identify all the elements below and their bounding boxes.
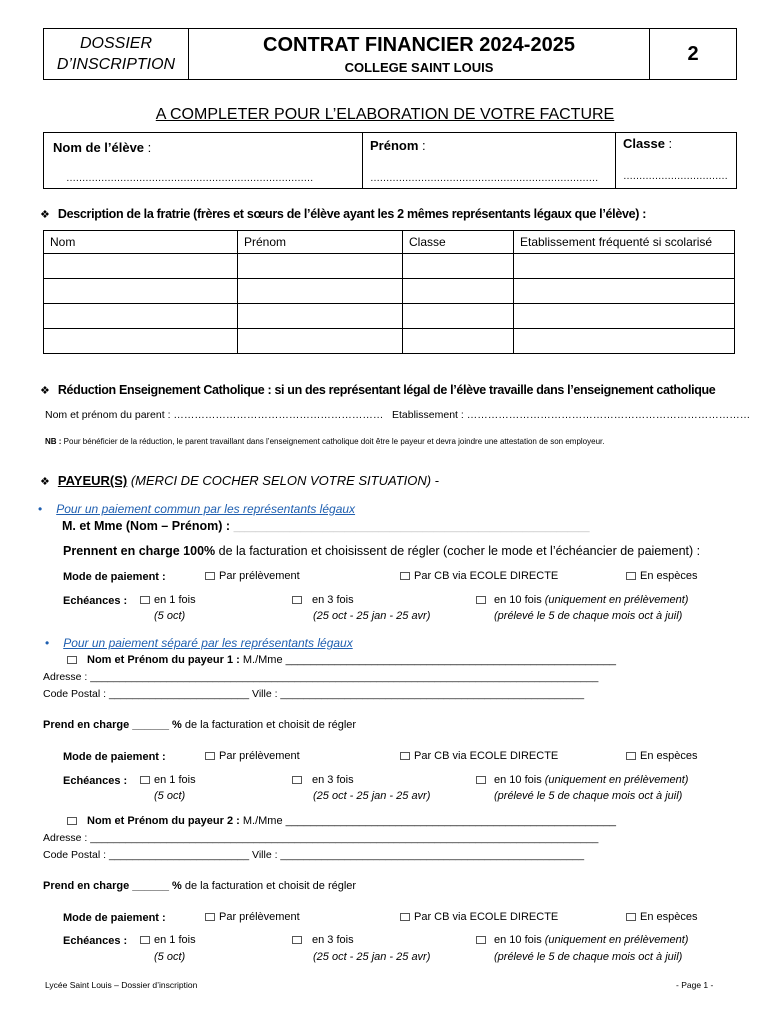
table-cell[interactable] xyxy=(44,304,238,329)
checkbox-icon[interactable] xyxy=(400,572,410,580)
prenom-input[interactable]: ……………………………………………………………… xyxy=(370,173,598,184)
option-note: (uniquement en prélèvement) xyxy=(544,594,689,606)
echeances-label: Echéances : xyxy=(63,775,128,787)
payeur-title: PAYEUR(S) xyxy=(57,473,128,488)
classe-cell xyxy=(615,133,736,188)
table-cell[interactable] xyxy=(514,329,735,354)
reduction-parent-field[interactable]: Nom et prénom du parent : …………………………………………………… xyxy=(45,409,384,421)
header-box xyxy=(43,28,737,80)
checkbox-icon[interactable] xyxy=(292,936,302,944)
checkbox-icon[interactable] xyxy=(626,752,636,760)
prend-text: de la facturation et choisit de régler xyxy=(181,719,357,731)
ech-3fois-sub: (25 oct - 25 jan - 25 avr) xyxy=(313,790,431,802)
option-label: En espèces xyxy=(640,911,698,923)
nb-text: Pour bénéficier de la réduction, le parent travaillant dans l’enseignement catholique doit être le payeur et devra joindre une attestation de son employeur. xyxy=(61,437,605,446)
option-label: En espèces xyxy=(640,750,698,762)
checkbox-icon[interactable] xyxy=(476,776,486,784)
checkbox-icon[interactable] xyxy=(205,913,215,921)
nom-label: Nom de l’élève xyxy=(53,140,145,155)
prenom-label: Prénom xyxy=(370,138,419,153)
header-left-cell xyxy=(44,29,189,79)
checkbox-icon[interactable] xyxy=(140,936,150,944)
ech-3fois-sub: (25 oct - 25 jan - 25 avr) xyxy=(313,951,431,963)
nom-cell xyxy=(44,133,363,188)
table-cell[interactable] xyxy=(44,279,238,304)
mode-cb-option[interactable] xyxy=(400,570,558,582)
nom-colon: : xyxy=(144,140,152,155)
section-title: A COMPLETER POUR L’ELABORATION DE VOTRE FACTURE xyxy=(155,106,615,123)
ech-1fois-sub: (5 oct) xyxy=(154,790,186,802)
checkbox-icon[interactable] xyxy=(626,913,636,921)
payeur2-adresse-input[interactable]: Adresse : _______________________________________________________________________________________ xyxy=(43,832,599,844)
checkbox-icon[interactable] xyxy=(400,913,410,921)
prennent-bold: Prennent en charge 100% xyxy=(63,544,216,558)
prenom-cell xyxy=(362,133,616,188)
payeur2-cp-ville-input[interactable]: Code Postal : ________________________ Ville : ____________________________________________________ xyxy=(43,849,585,861)
ech-10fois-sub: (prélevé le 5 de chaque mois oct à juil) xyxy=(494,790,683,802)
nb-label: NB : xyxy=(45,437,62,446)
dossier-label: DOSSIER xyxy=(79,35,152,52)
contract-title: CONTRAT FINANCIER 2024-2025 xyxy=(263,34,575,56)
checkbox-icon[interactable] xyxy=(476,936,486,944)
footer-left: Lycée Saint Louis – Dossier d’inscription xyxy=(45,980,198,990)
prend-text: de la facturation et choisit de régler xyxy=(181,880,357,892)
table-cell[interactable] xyxy=(514,279,735,304)
college-name: COLLEGE SAINT LOUIS xyxy=(344,60,494,75)
table-row xyxy=(44,329,735,354)
table-cell[interactable] xyxy=(238,304,403,329)
option-label: Par prélèvement xyxy=(219,570,300,582)
separe-link: Pour un paiement séparé par les représentants légaux xyxy=(63,636,353,650)
col-etablissement: Etablissement fréquenté si scolarisé xyxy=(514,231,735,254)
checkbox-icon[interactable] xyxy=(400,752,410,760)
payeur1-prend-row xyxy=(43,719,356,731)
commun-link: Pour un paiement commun par les représentants légaux xyxy=(56,502,356,516)
mode-cb-option[interactable] xyxy=(400,750,558,762)
mode-label: Mode de paiement : xyxy=(63,912,166,924)
fratrie-table xyxy=(43,230,735,354)
option-note: (uniquement en prélèvement) xyxy=(544,774,689,786)
option-label: Par prélèvement xyxy=(219,750,300,762)
payeur2-name-input[interactable]: M./Mme ______________________________________________________ xyxy=(239,815,616,827)
option-label: en 1 fois xyxy=(154,594,196,606)
option-label: Par CB via ECOLE DIRECTE xyxy=(414,911,559,923)
reduction-heading: Réduction Enseignement Catholique : si un des représentant légal de l’élève travaille dans l’enseignement catholique xyxy=(57,383,716,397)
inscription-label: D’INSCRIPTION xyxy=(56,56,176,73)
prend-label[interactable]: Prend en charge ______ % xyxy=(43,719,182,731)
payeur1-label: Nom et Prénom du payeur 1 : xyxy=(87,654,240,666)
separe-heading-row xyxy=(45,636,353,650)
checkbox-icon[interactable] xyxy=(476,596,486,604)
checkbox-icon[interactable] xyxy=(67,817,77,825)
mode-label: Mode de paiement : xyxy=(63,571,166,583)
checkbox-icon[interactable] xyxy=(626,572,636,580)
checkbox-icon[interactable] xyxy=(140,776,150,784)
table-cell[interactable] xyxy=(514,254,735,279)
diamond-bullet-icon: ❖ xyxy=(40,385,50,397)
classe-label: Classe xyxy=(623,136,665,151)
prennent-row xyxy=(63,544,700,558)
table-cell[interactable] xyxy=(403,304,514,329)
prend-label[interactable]: Prend en charge ______ % xyxy=(43,880,182,892)
checkbox-icon[interactable] xyxy=(67,656,77,664)
mode-prelevement-option[interactable] xyxy=(205,750,300,762)
ech-10fois-sub: (prélevé le 5 de chaque mois oct à juil) xyxy=(494,951,683,963)
prenom-label-wrap xyxy=(370,138,426,153)
ech-1fois-option[interactable] xyxy=(140,774,196,786)
ech-3fois-sub: (25 oct - 25 jan - 25 avr) xyxy=(313,610,431,622)
option-label: Par CB via ECOLE DIRECTE xyxy=(414,570,559,582)
option-label: Par prélèvement xyxy=(219,911,300,923)
mode-prelevement-option[interactable] xyxy=(205,911,300,923)
prennent-text: de la facturation et choisissent de régler (cocher le mode et l’échéancier de paiement) : xyxy=(215,544,701,558)
commun-name-input[interactable]: ________________________________________________________________ xyxy=(233,522,590,533)
ech-10fois-sub: (prélevé le 5 de chaque mois oct à juil) xyxy=(494,610,683,622)
table-cell[interactable] xyxy=(514,304,735,329)
mode-especes-option[interactable] xyxy=(626,570,697,582)
diamond-bullet-icon: ❖ xyxy=(40,209,50,221)
ech-3fois-option[interactable] xyxy=(292,594,354,606)
commun-heading-row xyxy=(38,502,355,516)
table-cell[interactable] xyxy=(238,254,403,279)
page-number-cell: 2 xyxy=(687,43,699,65)
mode-label: Mode de paiement : xyxy=(63,751,166,763)
diamond-bullet-icon: ❖ xyxy=(40,476,50,488)
payeur1-cp-ville-input[interactable]: Code Postal : ________________________ Ville : ____________________________________________________ xyxy=(43,688,585,700)
payeur1-adresse-input[interactable]: Adresse : _______________________________________________________________________________________ xyxy=(43,671,599,683)
mode-especes-option[interactable] xyxy=(626,911,697,923)
table-row xyxy=(44,304,735,329)
ech-10fois-option[interactable] xyxy=(476,774,688,786)
payeur2-row xyxy=(67,815,616,827)
bullet-dot-icon: • xyxy=(38,502,43,516)
mode-especes-option[interactable] xyxy=(626,750,697,762)
table-cell[interactable] xyxy=(403,254,514,279)
option-label: en 10 fois xyxy=(494,594,545,606)
table-row xyxy=(44,279,735,304)
payeur1-row xyxy=(67,654,616,666)
option-label: en 3 fois xyxy=(312,774,354,786)
table-cell[interactable] xyxy=(238,279,403,304)
payeur1-name-input[interactable]: M./Mme ______________________________________________________ xyxy=(239,654,616,666)
bullet-dot-icon: • xyxy=(45,636,50,650)
student-box xyxy=(43,132,737,189)
fratrie-heading-row xyxy=(40,207,646,221)
option-label: en 3 fois xyxy=(312,594,354,606)
echeances-label: Echéances : xyxy=(63,935,128,947)
table-cell[interactable] xyxy=(44,254,238,279)
table-cell[interactable] xyxy=(403,279,514,304)
payeur-heading-row xyxy=(40,473,439,488)
ech-3fois-option[interactable] xyxy=(292,934,354,946)
payeur-subtitle: (MERCI DE COCHER SELON VOTRE SITUATION) - xyxy=(127,473,440,488)
checkbox-icon[interactable] xyxy=(292,776,302,784)
option-label: en 10 fois xyxy=(494,774,545,786)
classe-input[interactable]: …………………………… xyxy=(623,171,728,182)
option-note: (uniquement en prélèvement) xyxy=(544,934,689,946)
fratrie-heading: Description de la fratrie (frères et sœurs de l’élève ayant les 2 mêmes représentants légaux que l’élève) : xyxy=(57,207,647,221)
checkbox-icon[interactable] xyxy=(205,752,215,760)
echeances-label: Echéances : xyxy=(63,595,128,607)
checkbox-icon[interactable] xyxy=(205,572,215,580)
footer-page: - Page 1 - xyxy=(676,980,714,990)
col-classe: Classe xyxy=(403,231,514,254)
nom-input[interactable]: …………………………………………………………………… xyxy=(66,173,313,184)
reduction-heading-row xyxy=(40,383,715,397)
ech-1fois-sub: (5 oct) xyxy=(154,951,186,963)
mode-cb-option[interactable] xyxy=(400,911,558,923)
option-label: en 1 fois xyxy=(154,774,196,786)
classe-label-wrap xyxy=(623,136,672,151)
ech-1fois-sub: (5 oct) xyxy=(154,610,186,622)
payeur2-prend-row xyxy=(43,880,356,892)
table-cell[interactable] xyxy=(403,329,514,354)
ech-1fois-option[interactable] xyxy=(140,934,196,946)
option-label: Par CB via ECOLE DIRECTE xyxy=(414,750,559,762)
ech-10fois-option[interactable] xyxy=(476,934,688,946)
reduction-nb-note xyxy=(45,437,604,446)
ech-10fois-option[interactable] xyxy=(476,594,688,606)
nom-label-wrap xyxy=(53,140,151,155)
header-center-cell xyxy=(189,29,650,79)
table-cell[interactable] xyxy=(238,329,403,354)
option-label: en 1 fois xyxy=(154,934,196,946)
mode-prelevement-option[interactable] xyxy=(205,570,300,582)
checkbox-icon[interactable] xyxy=(292,596,302,604)
checkbox-icon[interactable] xyxy=(140,596,150,604)
col-nom: Nom xyxy=(44,231,238,254)
table-row xyxy=(44,254,735,279)
ech-3fois-option[interactable] xyxy=(292,774,354,786)
option-label: en 3 fois xyxy=(312,934,354,946)
prenom-colon: : xyxy=(418,138,426,153)
ech-1fois-option[interactable] xyxy=(140,594,196,606)
commun-name-row xyxy=(62,519,590,533)
payeur2-label: Nom et Prénom du payeur 2 : xyxy=(87,815,240,827)
commun-name-label: M. et Mme (Nom – Prénom) : xyxy=(62,519,231,533)
fratrie-header-row xyxy=(44,231,735,254)
table-cell[interactable] xyxy=(44,329,238,354)
classe-colon: : xyxy=(664,136,673,151)
col-prenom: Prénom xyxy=(238,231,403,254)
option-label: En espèces xyxy=(640,570,698,582)
reduction-etab-field[interactable]: Etablissement : ……………………………………………………………………… xyxy=(392,409,751,421)
option-label: en 10 fois xyxy=(494,934,545,946)
